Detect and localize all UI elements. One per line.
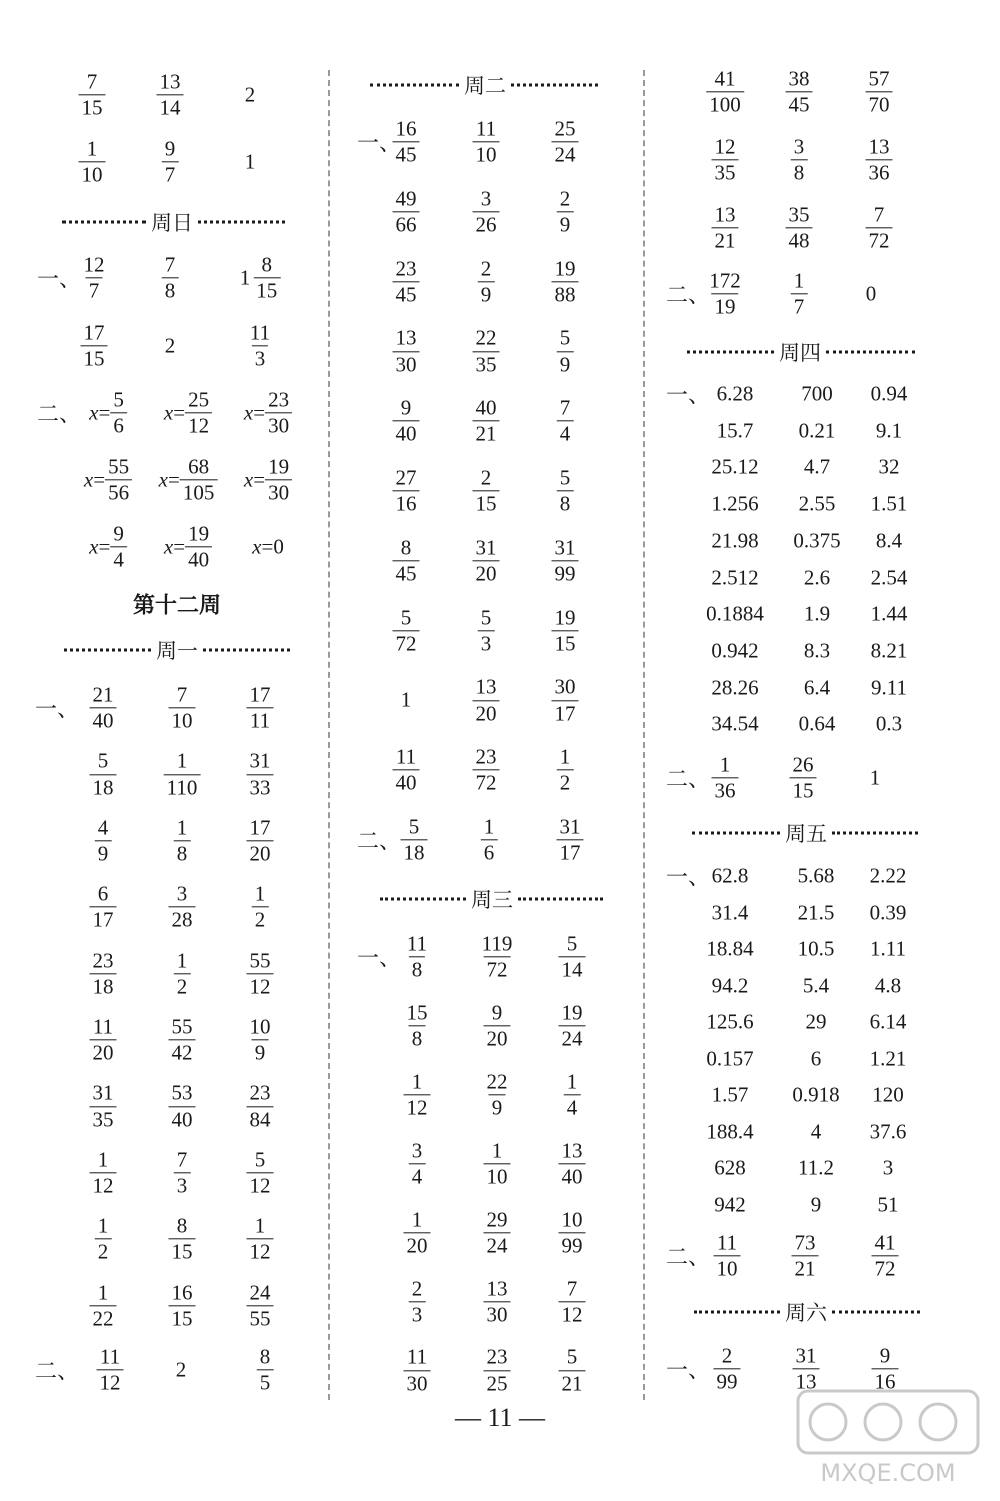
wed-part2-answer: $\frac{172}{19}$ — [709, 268, 741, 319]
header-fri-dots-right — [832, 832, 918, 835]
mon-part1-answer: $\frac{17}{20}$ — [247, 815, 274, 866]
wed-cont-answer: $\frac{3}{8}$ — [791, 134, 808, 185]
tue-part1-answer: $\frac{8}{45}$ — [393, 535, 420, 586]
col1-top-answer: $\frac{9}{7}$ — [162, 136, 179, 187]
tue-part1-answer: $\frac{40}{21}$ — [473, 396, 500, 447]
fri-part1-answer: 188.4 — [706, 1119, 754, 1143]
mon-part1-answer: $\frac{1}{22}$ — [90, 1280, 117, 1331]
fri-part1-answer: 94.2 — [711, 973, 749, 997]
header-thu-dots-right — [826, 351, 915, 354]
tue-part1-answer: $\frac{13}{20}$ — [473, 675, 500, 726]
column-divider-1 — [328, 70, 330, 1400]
header-fri: 周五 — [785, 822, 827, 846]
sun-part2-answer: x = $\frac{5}{6}$ — [89, 387, 127, 438]
fri-part1-answer: 21.5 — [797, 900, 835, 924]
fri-part1-answer: 628 — [714, 1155, 746, 1180]
fri-part1-answer: 6 — [810, 1046, 822, 1070]
wed-part1-answer: $\frac{9}{20}$ — [484, 1000, 511, 1051]
header-sun-dots-right — [198, 221, 285, 224]
fri-part1-answer: 62.8 — [711, 863, 749, 888]
thu-part1-answer: 2.512 — [711, 565, 759, 589]
tue-part1-answer: 1 — [400, 687, 412, 712]
tue-part2-answer: $\frac{5}{18}$ — [401, 814, 428, 865]
thu-part1-answer: 8.3 — [803, 638, 831, 663]
thu-part2-answer: 1 — [869, 765, 881, 790]
wed-part1-answer: $\frac{22}{9}$ — [486, 1069, 508, 1120]
row-label-one: 一、 — [666, 864, 711, 890]
header-wed-dots-right — [518, 898, 603, 901]
wed-part1-answer: $\frac{13}{40}$ — [559, 1138, 586, 1189]
tue-part1-answer: $\frac{5}{3}$ — [478, 605, 495, 656]
header-fri-dots-left — [692, 832, 780, 835]
sun-part1-answer: $\frac{11}{3}$ — [249, 320, 271, 371]
thu-part1-answer: 15.7 — [716, 418, 754, 443]
tue-part1-answer: $\frac{3}{26}$ — [473, 186, 500, 237]
row-label-two: 二、 — [35, 1358, 80, 1384]
thu-part1-answer: 32 — [878, 454, 900, 479]
sat-part1-answer: $\frac{31}{13}$ — [793, 1343, 820, 1394]
wed-part1-answer: $\frac{10}{99}$ — [559, 1207, 586, 1258]
thu-part1-answer: 1.51 — [870, 491, 908, 516]
row-label-two: 二、 — [666, 282, 711, 308]
header-tue-dots-right — [511, 84, 598, 87]
header-sun-dots-left — [62, 221, 146, 224]
thu-part1-answer: 0.1884 — [706, 601, 764, 626]
tue-part1-answer: $\frac{11}{10}$ — [473, 116, 500, 167]
column-divider-2 — [643, 70, 645, 1400]
wed-part1-answer: $\frac{11}{30}$ — [404, 1345, 431, 1396]
thu-part1-answer: 1.44 — [870, 601, 908, 626]
sun-part1-answer: 2 — [164, 333, 176, 358]
thu-part1-answer: 0.375 — [793, 528, 841, 553]
sun-part2-answer: x = $\frac{25}{12}$ — [164, 387, 212, 438]
fri-part1-answer: 1.21 — [869, 1046, 907, 1070]
mon-part1-answer: $\frac{31}{33}$ — [247, 749, 274, 800]
page-number: — 11 — — [454, 1403, 546, 1432]
tue-part1-answer: $\frac{23}{72}$ — [473, 745, 500, 796]
thu-part1-answer: 8.4 — [875, 528, 903, 553]
fri-part1-answer: 5.4 — [802, 973, 830, 997]
sun-part2-answer: x = $\frac{19}{30}$ — [244, 454, 292, 505]
row-label-two: 二、 — [37, 401, 82, 427]
wed-part1-answer: $\frac{7}{12}$ — [559, 1276, 586, 1327]
col1-top-answer: $\frac{1}{10}$ — [79, 136, 106, 187]
col1-top-answer: 2 — [244, 82, 256, 107]
mon-part1-answer: $\frac{7}{10}$ — [169, 682, 196, 733]
wed-cont-answer: $\frac{38}{45}$ — [786, 66, 813, 117]
thu-part2-answer: $\frac{26}{15}$ — [790, 752, 817, 803]
wed-part1-answer: $\frac{1}{12}$ — [404, 1069, 431, 1120]
sun-part1-answer: $\frac{7}{8}$ — [162, 252, 179, 303]
tue-part1-answer: $\frac{13}{30}$ — [393, 326, 420, 377]
header-mon-dots-right — [203, 649, 290, 652]
thu-part1-answer: 0.21 — [798, 418, 836, 443]
mon-part2-answer: 2 — [175, 1357, 187, 1382]
sat-part1-answer: $\frac{2}{99}$ — [714, 1343, 741, 1394]
fri-part1-answer: 31.4 — [711, 900, 749, 924]
fri-part2-answer: $\frac{73}{21}$ — [792, 1230, 819, 1281]
tue-part1-answer: $\frac{2}{9}$ — [478, 256, 495, 307]
tue-part1-answer: $\frac{49}{66}$ — [393, 186, 420, 237]
tue-part1-answer: $\frac{30}{17}$ — [552, 675, 579, 726]
mon-part1-answer: $\frac{1}{110}$ — [164, 749, 201, 800]
fri-part1-answer: 1.57 — [711, 1082, 749, 1107]
wed-part2-answer: $\frac{1}{7}$ — [791, 268, 808, 319]
thu-part1-answer: 1.9 — [803, 601, 831, 626]
mon-part1-answer: $\frac{31}{35}$ — [90, 1081, 117, 1132]
tue-part2-answer: $\frac{31}{17}$ — [557, 814, 584, 865]
tue-part1-answer: $\frac{5}{72}$ — [393, 605, 420, 656]
fri-part1-answer: 6.14 — [869, 1009, 907, 1034]
tue-part1-answer: $\frac{25}{24}$ — [552, 116, 579, 167]
thu-part1-answer: 0.942 — [711, 638, 759, 663]
fri-part1-answer: 5.68 — [797, 863, 835, 888]
fri-part1-answer: 4 — [810, 1119, 822, 1143]
col1-top-answer: 1 — [244, 149, 256, 174]
wed-cont-answer: $\frac{7}{72}$ — [866, 202, 893, 253]
tue-part1-answer: $\frac{2}{15}$ — [473, 465, 500, 516]
wed-part2-answer: 0 — [865, 281, 877, 306]
col1-top-answer: $\frac{13}{14}$ — [157, 69, 184, 120]
thu-part1-answer: 8.21 — [870, 638, 908, 663]
tue-part1-answer: $\frac{11}{40}$ — [393, 745, 420, 796]
row-label-two: 二、 — [666, 766, 711, 792]
thu-part1-answer: 0.94 — [870, 381, 908, 406]
tue-part1-answer: $\frac{31}{99}$ — [552, 535, 579, 586]
mon-part1-answer: $\frac{1}{12}$ — [90, 1147, 117, 1198]
fri-part1-answer: 10.5 — [797, 936, 835, 961]
thu-part1-answer: 21.98 — [711, 528, 759, 553]
fri-part1-answer: 3 — [882, 1155, 894, 1180]
header-wed: 周三 — [471, 888, 513, 912]
tue-part1-answer: $\frac{7}{4}$ — [557, 396, 574, 447]
fri-part2-answer: $\frac{41}{72}$ — [872, 1230, 899, 1281]
mon-part1-answer: $\frac{16}{15}$ — [169, 1280, 196, 1331]
wed-part1-answer: $\frac{119}{72}$ — [481, 931, 513, 982]
header-tue-dots-left — [370, 84, 459, 87]
mon-part2-answer: $\frac{8}{5}$ — [257, 1344, 274, 1395]
tue-part1-answer: $\frac{22}{35}$ — [473, 326, 500, 377]
wed-part1-answer: $\frac{3}{4}$ — [409, 1138, 426, 1189]
mon-part1-answer: $\frac{23}{18}$ — [90, 948, 117, 999]
wed-cont-answer: $\frac{35}{48}$ — [786, 202, 813, 253]
fri-part1-answer: 0.39 — [869, 900, 907, 924]
wed-part1-answer: $\frac{13}{30}$ — [484, 1276, 511, 1327]
fri-part1-answer: 29 — [805, 1009, 827, 1034]
row-label-two: 二、 — [666, 1244, 711, 1270]
mon-part1-answer: $\frac{5}{18}$ — [90, 749, 117, 800]
mon-part1-answer: $\frac{1}{8}$ — [174, 815, 191, 866]
header-mon: 周一 — [156, 639, 198, 663]
fri-part1-answer: 1.11 — [870, 936, 906, 961]
sat-part1-answer: $\frac{9}{16}$ — [872, 1343, 899, 1394]
header-sat-dots-left — [694, 1311, 780, 1314]
col1-top-answer: $\frac{7}{15}$ — [79, 69, 106, 120]
watermark-text: MXQE.COM — [820, 1459, 956, 1487]
thu-part1-answer: 1.256 — [711, 491, 759, 516]
header-sat: 周六 — [785, 1301, 827, 1325]
row-label-one: 一、 — [357, 945, 402, 971]
wed-part1-answer: $\frac{1}{4}$ — [564, 1069, 581, 1120]
tue-part1-answer: $\frac{5}{9}$ — [557, 326, 574, 377]
wed-cont-answer: $\frac{57}{70}$ — [866, 66, 893, 117]
wed-part1-answer: $\frac{2}{3}$ — [409, 1276, 426, 1327]
thu-part1-answer: 34.54 — [711, 711, 759, 736]
tue-part1-answer: $\frac{19}{88}$ — [552, 256, 579, 307]
mon-part1-answer: $\frac{1}{2}$ — [252, 882, 269, 933]
mon-part1-answer: $\frac{1}{2}$ — [95, 1214, 112, 1265]
thu-part1-answer: 6.4 — [803, 675, 831, 700]
mon-part1-answer: $\frac{4}{9}$ — [95, 815, 112, 866]
sun-part2-answer: x = $\frac{55}{56}$ — [84, 454, 132, 505]
mon-part1-answer: $\frac{23}{84}$ — [247, 1081, 274, 1132]
mon-part1-answer: $\frac{53}{40}$ — [169, 1081, 196, 1132]
thu-part1-answer: 9.1 — [875, 418, 903, 443]
fri-part2-answer: $\frac{11}{10}$ — [714, 1230, 741, 1281]
mon-part1-answer: $\frac{6}{17}$ — [90, 882, 117, 933]
mon-part1-answer: $\frac{24}{55}$ — [247, 1280, 274, 1331]
watermark-logo — [788, 1383, 988, 1493]
fri-part1-answer: 51 — [877, 1192, 899, 1216]
mon-part1-answer: $\frac{17}{11}$ — [247, 682, 274, 733]
wed-part1-answer: $\frac{1}{20}$ — [404, 1207, 431, 1258]
mon-part1-answer: $\frac{5}{12}$ — [247, 1147, 274, 1198]
mon-part1-answer: $\frac{10}{9}$ — [249, 1014, 271, 1065]
row-label-one: 一、 — [666, 1357, 711, 1383]
fri-part1-answer: 18.84 — [706, 936, 754, 961]
wed-part1-answer: $\frac{23}{25}$ — [484, 1345, 511, 1396]
header-sat-dots-right — [832, 1311, 920, 1314]
mon-part2-answer: $\frac{11}{12}$ — [97, 1344, 124, 1395]
thu-part1-answer: 2.54 — [870, 565, 908, 589]
wed-part1-answer: $\frac{5}{21}$ — [559, 1345, 586, 1396]
sun-part1-answer: $\frac{17}{15}$ — [81, 320, 108, 371]
mon-part1-answer: $\frac{8}{15}$ — [169, 1214, 196, 1265]
fri-part1-answer: 4.8 — [874, 973, 902, 997]
wed-part1-answer: $\frac{19}{24}$ — [559, 1000, 586, 1051]
mon-part1-answer: $\frac{1}{2}$ — [174, 948, 191, 999]
sun-part1-answer: $\frac{12}{7}$ — [83, 252, 105, 303]
wed-cont-answer: $\frac{13}{36}$ — [866, 134, 893, 185]
fri-part1-answer: 2.22 — [869, 863, 907, 888]
sun-part2-answer: x = 0 — [252, 534, 284, 559]
thu-part1-answer: 2.6 — [803, 565, 831, 589]
thu-part1-answer: 700 — [801, 381, 833, 406]
thu-part1-answer: 6.28 — [716, 381, 754, 406]
wed-part1-answer: $\frac{29}{24}$ — [484, 1207, 511, 1258]
tue-part1-answer: $\frac{5}{8}$ — [557, 465, 574, 516]
thu-part1-answer: 28.26 — [711, 675, 759, 700]
header-thu: 周四 — [779, 341, 821, 365]
fri-part1-answer: 11.2 — [798, 1155, 834, 1180]
row-label-one: 一、 — [37, 266, 82, 292]
week-title: 第十二周 — [132, 593, 222, 619]
tue-part2-answer: $\frac{1}{6}$ — [481, 814, 498, 865]
row-label-one: 一、 — [357, 130, 402, 156]
mon-part1-answer: $\frac{1}{12}$ — [247, 1214, 274, 1265]
thu-part2-answer: $\frac{1}{36}$ — [712, 752, 739, 803]
mon-part1-answer: $\frac{11}{20}$ — [90, 1014, 117, 1065]
mon-part1-answer: $\frac{3}{28}$ — [169, 882, 196, 933]
tue-part1-answer: $\frac{1}{2}$ — [557, 745, 574, 796]
sun-part2-answer: x = $\frac{19}{40}$ — [164, 521, 212, 572]
row-label-one: 一、 — [35, 696, 80, 722]
sun-part1-answer: 1 $\frac{8}{15}$ — [240, 252, 281, 303]
wed-cont-answer: $\frac{12}{35}$ — [712, 134, 739, 185]
mon-part1-answer: $\frac{55}{42}$ — [169, 1014, 196, 1065]
row-label-two: 二、 — [357, 828, 402, 854]
fri-part1-answer: 9 — [810, 1192, 822, 1216]
header-mon-dots-left — [64, 649, 151, 652]
tue-part1-answer: $\frac{27}{16}$ — [393, 465, 420, 516]
fri-part1-answer: 125.6 — [706, 1009, 754, 1034]
wed-cont-answer: $\frac{41}{100}$ — [706, 66, 744, 117]
wed-part1-answer: $\frac{15}{8}$ — [406, 1000, 428, 1051]
mon-part1-answer: $\frac{7}{3}$ — [174, 1147, 191, 1198]
wed-cont-answer: $\frac{13}{21}$ — [712, 202, 739, 253]
header-wed-dots-left — [380, 898, 466, 901]
thu-part1-answer: 9.11 — [871, 675, 907, 700]
fri-part1-answer: 0.157 — [706, 1046, 754, 1070]
fri-part1-answer: 942 — [714, 1192, 746, 1216]
header-thu-dots-left — [687, 351, 774, 354]
tue-part1-answer: $\frac{19}{15}$ — [552, 605, 579, 656]
wed-part1-answer: $\frac{11}{8}$ — [406, 931, 428, 982]
sun-part2-answer: x = $\frac{68}{105}$ — [159, 454, 218, 505]
mon-part1-answer: $\frac{21}{40}$ — [90, 682, 117, 733]
tue-part1-answer: $\frac{23}{45}$ — [393, 256, 420, 307]
thu-part1-answer: 0.3 — [875, 711, 903, 736]
thu-part1-answer: 0.64 — [798, 711, 836, 736]
thu-part1-answer: 25.12 — [711, 454, 759, 479]
fri-part1-answer: 0.918 — [792, 1082, 840, 1107]
fri-part1-answer: 37.6 — [869, 1119, 907, 1143]
tue-part1-answer: $\frac{31}{20}$ — [473, 535, 500, 586]
tue-part1-answer: $\frac{9}{40}$ — [393, 396, 420, 447]
wed-part1-answer: $\frac{5}{14}$ — [559, 931, 586, 982]
sun-part2-answer: x = $\frac{23}{30}$ — [244, 387, 292, 438]
tue-part1-answer: $\frac{16}{45}$ — [393, 116, 420, 167]
thu-part1-answer: 4.7 — [803, 454, 831, 479]
wed-part1-answer: $\frac{1}{10}$ — [484, 1138, 511, 1189]
header-sun: 周日 — [151, 211, 193, 235]
thu-part1-answer: 2.55 — [798, 491, 836, 516]
fri-part1-answer: 120 — [872, 1082, 904, 1107]
row-label-one: 一、 — [666, 382, 711, 408]
tue-part1-answer: $\frac{2}{9}$ — [557, 186, 574, 237]
sun-part2-answer: x = $\frac{9}{4}$ — [89, 521, 127, 572]
header-tue: 周二 — [464, 74, 506, 98]
mon-part1-answer: $\frac{55}{12}$ — [247, 948, 274, 999]
